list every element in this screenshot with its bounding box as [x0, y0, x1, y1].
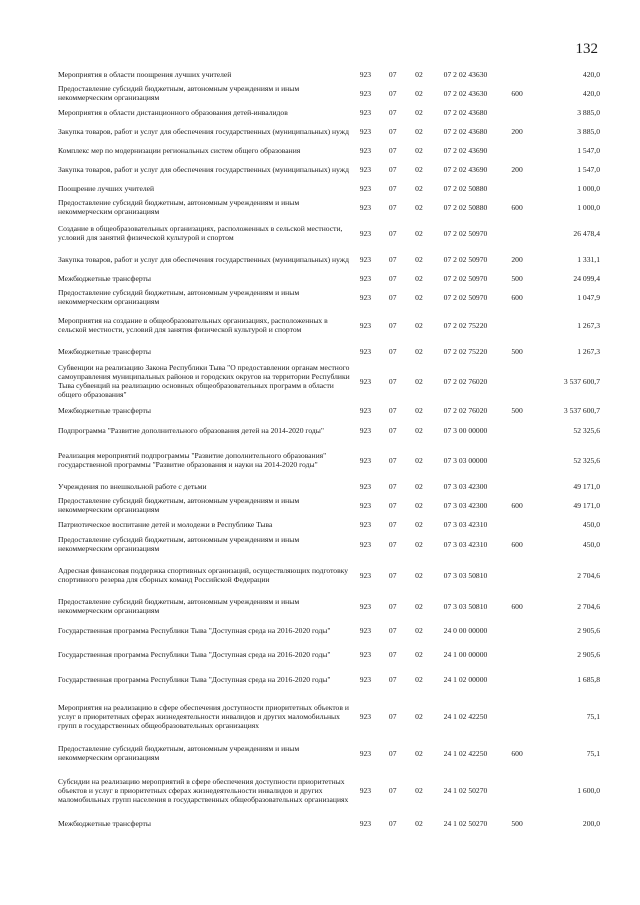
ministry-code: 923: [359, 202, 372, 212]
row-name: Мероприятия на реализацию в сфере обеспечения доступности приоритетных объектов и услуг в приоритетных сферах жизнедеятельности инвалидов и других маломобильных групп в государственных общеобразовательных организациях: [58, 702, 349, 730]
target-article-code: 24 1 02 50270: [443, 818, 488, 828]
table-row: [58, 402, 600, 418]
table-row: [58, 248, 600, 270]
subsection-code: 02: [415, 674, 423, 684]
target-article-code: 07 2 02 43690: [443, 145, 488, 155]
amount: 3 537 600,7: [563, 376, 600, 386]
row-name: Мероприятия в области дистанционного образования детей-инвалидов: [58, 107, 288, 117]
budget-table-body: [58, 66, 600, 832]
ministry-code: 923: [359, 164, 372, 174]
section-code: 07: [388, 649, 397, 659]
target-article-code: 07 3 03 42310: [443, 539, 488, 549]
ministry-code: 923: [359, 625, 372, 635]
row-name: Предоставление субсидий бюджетным, автономным учреждениям и иным некоммерческим организациям: [58, 496, 300, 514]
target-article-code: 07 2 02 76020: [443, 376, 488, 386]
table-row: [58, 418, 600, 442]
ministry-code: 923: [359, 145, 372, 155]
subsection-code: 02: [415, 711, 423, 721]
table-row: [58, 66, 600, 82]
expense-type-code: [499, 418, 535, 442]
ministry-code: 923: [359, 183, 372, 193]
table-row: [58, 270, 600, 286]
subsection-code: 02: [415, 292, 423, 302]
expense-type-code: [499, 442, 535, 478]
row-name: Предоставление субсидий бюджетным, автономным учреждениям и иным некоммерческим организациям: [58, 597, 300, 615]
target-article-code: 24 1 02 42250: [443, 748, 488, 758]
section-code: 07: [388, 601, 397, 611]
target-article-code: 07 2 02 75220: [443, 346, 488, 356]
subsection-code: 02: [415, 228, 423, 238]
subsection-code: 02: [415, 500, 423, 510]
ministry-code: 923: [359, 425, 372, 435]
amount: 1 331,1: [577, 254, 600, 264]
table-row: [58, 478, 600, 494]
expense-type-code: [499, 556, 535, 594]
target-article-code: 07 2 02 43630: [443, 69, 488, 79]
ministry-code: 923: [359, 254, 372, 264]
subsection-code: 02: [415, 481, 423, 491]
row-name: Предоставление субсидий бюджетным, автономным учреждениям и иным некоммерческим организациям: [58, 198, 300, 216]
amount: 1 267,3: [577, 346, 600, 356]
target-article-code: 07 2 02 50970: [443, 273, 488, 283]
ministry-code: 923: [359, 649, 372, 659]
row-name: Государственная программа Республики Тыва "Доступная среда на 2016-2020 годы": [58, 625, 331, 635]
subsection-code: 02: [415, 539, 423, 549]
section-code: 07: [388, 164, 397, 174]
ministry-code: 923: [359, 481, 372, 491]
table-row: [58, 766, 600, 814]
target-article-code: 07 3 00 00000: [443, 425, 488, 435]
section-code: 07: [388, 711, 397, 721]
expense-type-code: [499, 360, 535, 402]
subsection-code: 02: [415, 273, 423, 283]
amount: 26 478,4: [573, 228, 600, 238]
expense-type-code: 600: [511, 292, 523, 302]
subsection-code: 02: [415, 254, 423, 264]
row-name: Патриотическое воспитание детей и молодежи в Республике Тыва: [58, 519, 273, 529]
section-code: 07: [388, 818, 397, 828]
table-row: [58, 104, 600, 120]
table-row: [58, 442, 600, 478]
section-code: 07: [388, 539, 397, 549]
section-code: 07: [388, 69, 397, 79]
subsection-code: 02: [415, 164, 423, 174]
row-name: Учреждения по внешкольной работе с детьми: [58, 481, 207, 491]
section-code: 07: [388, 500, 397, 510]
ministry-code: 923: [359, 539, 372, 549]
ministry-code: 923: [359, 88, 372, 98]
expense-type-code: 200: [511, 254, 523, 264]
section-code: 07: [388, 425, 397, 435]
amount: 1 000,0: [577, 202, 600, 212]
row-name: Адресная финансовая поддержка спортивных организаций, осуществляющих подготовку спортивного резерва для сборных команд Российской Федерации: [58, 566, 349, 584]
expense-type-code: 500: [511, 273, 523, 283]
section-code: 07: [388, 570, 397, 580]
table-row: [58, 516, 600, 532]
subsection-code: 02: [415, 785, 423, 795]
subsection-code: 02: [415, 455, 423, 465]
subsection-code: 02: [415, 748, 423, 758]
ministry-code: 923: [359, 570, 372, 580]
table-row: [58, 120, 600, 142]
ministry-code: 923: [359, 126, 372, 136]
subsection-code: 02: [415, 570, 423, 580]
expense-type-code: 500: [511, 346, 523, 356]
target-article-code: 24 1 00 00000: [443, 649, 488, 659]
amount: 1 267,3: [577, 320, 600, 330]
expense-type-code: [499, 516, 535, 532]
amount: 1 047,9: [577, 292, 600, 302]
target-article-code: 07 3 03 42300: [443, 500, 488, 510]
expense-type-code: 600: [511, 539, 523, 549]
amount: 450,0: [582, 539, 600, 549]
row-name: Мероприятия на создание в общеобразовательных организациях, расположенных в сельской местности, условий для занятия физической культурой и спортом: [58, 316, 328, 334]
subsection-code: 02: [415, 425, 423, 435]
expense-type-code: [499, 478, 535, 494]
amount: 1 000,0: [577, 183, 600, 193]
target-article-code: 07 3 03 50810: [443, 601, 488, 611]
ministry-code: 923: [359, 376, 372, 386]
table-row: [58, 180, 600, 196]
row-name: Поощрение лучших учителей: [58, 183, 155, 193]
table-row: [58, 342, 600, 360]
row-name: Создание в общеобразовательных организациях, расположенных в сельской местности, условий для занятий физической культурой и спортом: [58, 224, 343, 242]
table-row: [58, 594, 600, 618]
ministry-code: 923: [359, 346, 372, 356]
section-code: 07: [388, 292, 397, 302]
subsection-code: 02: [415, 202, 423, 212]
amount: 2 905,6: [577, 625, 600, 635]
row-name: Подпрограмма "Развитие дополнительного образования детей на 2014-2020 годы": [58, 425, 324, 435]
expense-type-code: 500: [511, 818, 523, 828]
subsection-code: 02: [415, 346, 423, 356]
table-row: [58, 692, 600, 740]
amount: 75,1: [586, 711, 600, 721]
row-name: Предоставление субсидий бюджетным, автономным учреждениям и иным некоммерческим организациям: [58, 744, 300, 762]
section-code: 07: [388, 88, 397, 98]
ministry-code: 923: [359, 785, 372, 795]
table-row: [58, 666, 600, 692]
table-row: [58, 308, 600, 342]
row-name: Предоставление субсидий бюджетным, автономным учреждениям и иным некоммерческим организациям: [58, 84, 300, 102]
ministry-code: 923: [359, 519, 372, 529]
expense-type-code: 200: [511, 126, 523, 136]
subsection-code: 02: [415, 69, 423, 79]
ministry-code: 923: [359, 69, 372, 79]
row-name: Межбюджетные трансферты: [58, 405, 151, 415]
amount: 420,0: [582, 69, 600, 79]
page-number: 132: [575, 41, 598, 57]
section-code: 07: [388, 481, 397, 491]
ministry-code: 923: [359, 292, 372, 302]
target-article-code: 07 2 02 43680: [443, 126, 488, 136]
row-name: Межбюджетные трансферты: [58, 273, 151, 283]
amount: 450,0: [582, 519, 600, 529]
subsection-code: 02: [415, 320, 423, 330]
expense-type-code: [499, 766, 535, 814]
table-row: [58, 142, 600, 158]
expense-type-code: [499, 666, 535, 692]
expense-type-code: 500: [511, 405, 523, 415]
ministry-code: 923: [359, 711, 372, 721]
ministry-code: 923: [359, 748, 372, 758]
target-article-code: 24 1 02 00000: [443, 674, 488, 684]
section-code: 07: [388, 625, 397, 635]
section-code: 07: [388, 183, 397, 193]
table-row: [58, 494, 600, 516]
table-row: [58, 286, 600, 308]
table-row: [58, 82, 600, 104]
row-name: Предоставление субсидий бюджетным, автономным учреждениям и иным некоммерческим организациям: [58, 288, 300, 306]
section-code: 07: [388, 455, 397, 465]
amount: 1 685,8: [577, 674, 600, 684]
expense-type-code: 200: [511, 164, 523, 174]
subsection-code: 02: [415, 625, 423, 635]
row-name: Закупка товаров, работ и услуг для обеспечения государственных (муниципальных) нужд: [58, 254, 349, 264]
ministry-code: 923: [359, 228, 372, 238]
expense-type-code: [499, 66, 535, 82]
amount: 200,0: [582, 818, 600, 828]
subsection-code: 02: [415, 649, 423, 659]
amount: 3 885,0: [577, 107, 600, 117]
target-article-code: 24 0 00 00000: [443, 625, 488, 635]
amount: 24 099,4: [573, 273, 600, 283]
expense-type-code: [499, 642, 535, 666]
row-name: Предоставление субсидий бюджетным, автономным учреждениям и иным некоммерческим организациям: [58, 535, 300, 553]
table-row: [58, 218, 600, 248]
target-article-code: 07 2 02 50970: [443, 292, 488, 302]
section-code: 07: [388, 107, 397, 117]
ministry-code: 923: [359, 405, 372, 415]
subsection-code: 02: [415, 376, 423, 386]
amount: 52 325,6: [573, 455, 600, 465]
table-row: [58, 642, 600, 666]
target-article-code: 07 2 02 50970: [443, 254, 488, 264]
target-article-code: 07 2 02 43680: [443, 107, 488, 117]
target-article-code: 07 3 03 00000: [443, 455, 488, 465]
subsection-code: 02: [415, 107, 423, 117]
ministry-code: 923: [359, 320, 372, 330]
row-name: Государственная программа Республики Тыва "Доступная среда на 2016-2020 годы": [58, 674, 331, 684]
amount: 75,1: [586, 748, 600, 758]
amount: 49 171,0: [573, 500, 600, 510]
target-article-code: 07 2 02 43690: [443, 164, 488, 174]
target-article-code: 07 2 02 43630: [443, 88, 488, 98]
section-code: 07: [388, 376, 397, 386]
subsection-code: 02: [415, 126, 423, 136]
amount: 2 704,6: [577, 601, 600, 611]
expense-type-code: [499, 142, 535, 158]
amount: 1 547,0: [577, 164, 600, 174]
expense-type-code: [499, 218, 535, 248]
amount: 1 600,0: [577, 785, 600, 795]
target-article-code: 24 1 02 50270: [443, 785, 488, 795]
row-name: Субвенции на реализацию Закона Республики Тыва "О предоставлении органам местного самоуправления муниципальных районов и городских округов на территории Республики Тыва субвенций на реализацию основных общеобразовательных программ в области общего образования": [58, 363, 350, 399]
section-code: 07: [388, 202, 397, 212]
expense-type-code: 600: [511, 500, 523, 510]
expense-type-code: 600: [511, 202, 523, 212]
row-name: Мероприятия в области поощрения лучших учителей: [58, 69, 232, 79]
target-article-code: 07 2 02 75220: [443, 320, 488, 330]
section-code: 07: [388, 145, 397, 155]
subsection-code: 02: [415, 405, 423, 415]
target-article-code: 07 2 02 76020: [443, 405, 488, 415]
ministry-code: 923: [359, 273, 372, 283]
expense-type-code: [499, 618, 535, 642]
section-code: 07: [388, 674, 397, 684]
expense-type-code: [499, 308, 535, 342]
subsection-code: 02: [415, 145, 423, 155]
table-row: [58, 814, 600, 832]
table-row: [58, 556, 600, 594]
amount: 52 325,6: [573, 425, 600, 435]
target-article-code: 07 2 02 50880: [443, 202, 488, 212]
budget-table: [58, 66, 600, 832]
expense-type-code: 600: [511, 601, 523, 611]
section-code: 07: [388, 126, 397, 136]
section-code: 07: [388, 254, 397, 264]
amount: 2 704,6: [577, 570, 600, 580]
section-code: 07: [388, 748, 397, 758]
table-row: [58, 740, 600, 766]
target-article-code: 07 3 03 50810: [443, 570, 488, 580]
section-code: 07: [388, 346, 397, 356]
expense-type-code: [499, 180, 535, 196]
table-row: [58, 532, 600, 556]
ministry-code: 923: [359, 818, 372, 828]
amount: 3 885,0: [577, 126, 600, 136]
row-name: Межбюджетные трансферты: [58, 346, 151, 356]
target-article-code: 07 2 02 50970: [443, 228, 488, 238]
section-code: 07: [388, 320, 397, 330]
subsection-code: 02: [415, 183, 423, 193]
ministry-code: 923: [359, 674, 372, 684]
table-row: [58, 618, 600, 642]
row-name: Государственная программа Республики Тыва "Доступная среда на 2016-2020 годы": [58, 649, 331, 659]
table-row: [58, 158, 600, 180]
row-name: Реализация мероприятий подпрограммы "Развитие дополнительного образования" государственной программы "Развитие образования и науки на 2014-2020 годы": [58, 451, 327, 469]
subsection-code: 02: [415, 88, 423, 98]
amount: 2 905,6: [577, 649, 600, 659]
row-name: Межбюджетные трансферты: [58, 818, 151, 828]
section-code: 07: [388, 519, 397, 529]
section-code: 07: [388, 273, 397, 283]
amount: 49 171,0: [573, 481, 600, 491]
expense-type-code: 600: [511, 88, 523, 98]
expense-type-code: 600: [511, 748, 523, 758]
table-row: [58, 196, 600, 218]
ministry-code: 923: [359, 500, 372, 510]
row-name: Закупка товаров, работ и услуг для обеспечения государственных (муниципальных) нужд: [58, 126, 349, 136]
amount: 1 547,0: [577, 145, 600, 155]
table-row: [58, 360, 600, 402]
amount: 3 537 600,7: [563, 405, 600, 415]
row-name: Закупка товаров, работ и услуг для обеспечения государственных (муниципальных) нужд: [58, 164, 349, 174]
section-code: 07: [388, 785, 397, 795]
ministry-code: 923: [359, 455, 372, 465]
subsection-code: 02: [415, 519, 423, 529]
amount: 420,0: [582, 88, 600, 98]
subsection-code: 02: [415, 601, 423, 611]
target-article-code: 07 3 03 42300: [443, 481, 488, 491]
section-code: 07: [388, 228, 397, 238]
subsection-code: 02: [415, 818, 423, 828]
expense-type-code: [499, 104, 535, 120]
target-article-code: 07 3 03 42310: [443, 519, 488, 529]
section-code: 07: [388, 405, 397, 415]
ministry-code: 923: [359, 601, 372, 611]
target-article-code: 24 1 02 42250: [443, 711, 488, 721]
row-name: Субсидии на реализацию мероприятий в сфере обеспечения доступности приоритетных объектов и услуг в приоритетных сферах жизнедеятельности инвалидов и других маломобильных групп населения в государственных общеобразовательных организациях: [58, 776, 349, 804]
ministry-code: 923: [359, 107, 372, 117]
row-name: Комплекс мер по модернизации региональных систем общего образования: [58, 145, 301, 155]
expense-type-code: [499, 692, 535, 740]
target-article-code: 07 2 02 50880: [443, 183, 488, 193]
